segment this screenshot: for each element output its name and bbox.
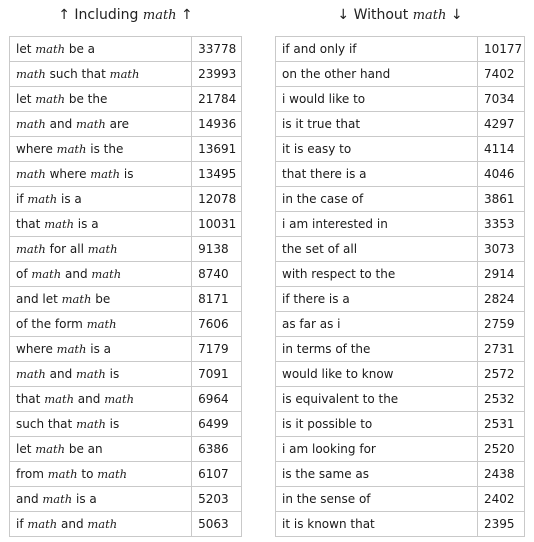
count-cell: 2520 xyxy=(478,437,525,462)
table-row xyxy=(276,362,525,387)
phrase-cell: where math is a xyxy=(10,337,192,362)
table-row xyxy=(276,87,525,112)
table-row xyxy=(10,137,242,162)
count-cell: 3073 xyxy=(478,237,525,262)
count-cell: 8740 xyxy=(192,262,242,287)
heading-label: Without xyxy=(353,7,409,23)
count-cell: 33778 xyxy=(192,37,242,62)
phrase-cell: if there is a xyxy=(276,287,478,312)
phrase-cell: if and only if xyxy=(276,37,478,62)
count-cell: 4297 xyxy=(478,112,525,137)
phrase-cell: i am looking for xyxy=(276,437,478,462)
count-cell: 7606 xyxy=(192,312,242,337)
count-cell: 12078 xyxy=(192,187,242,212)
count-cell: 2395 xyxy=(478,512,525,537)
phrase-cell: i am interested in xyxy=(276,212,478,237)
table-row xyxy=(276,287,525,312)
table-row xyxy=(276,437,525,462)
arrow-up-icon: ↑ xyxy=(58,7,70,23)
table-row xyxy=(10,37,242,62)
count-cell: 7179 xyxy=(192,337,242,362)
phrase-cell: math and math are xyxy=(10,112,192,137)
table-row xyxy=(10,412,242,437)
count-cell: 6499 xyxy=(192,412,242,437)
arrow-down-icon: ↓ xyxy=(337,7,350,23)
table-row xyxy=(10,162,242,187)
table-row xyxy=(276,487,525,512)
count-cell: 8171 xyxy=(192,287,242,312)
count-cell: 7034 xyxy=(478,87,525,112)
including-math-column xyxy=(9,0,242,531)
phrase-cell: of the form math xyxy=(10,312,192,337)
phrase-cell: and math is a xyxy=(10,487,192,512)
heading-label: Including xyxy=(74,7,139,23)
phrase-cell: is equivalent to the xyxy=(276,387,478,412)
table-row xyxy=(10,462,242,487)
count-cell: 7091 xyxy=(192,362,242,387)
count-cell: 21784 xyxy=(192,87,242,112)
phrase-cell: i would like to xyxy=(276,87,478,112)
count-cell: 2438 xyxy=(478,462,525,487)
count-cell: 5203 xyxy=(192,487,242,512)
phrase-cell: math where math is xyxy=(10,162,192,187)
phrase-cell: is the same as xyxy=(276,462,478,487)
heading-math-token: math xyxy=(142,8,177,23)
table-row xyxy=(276,237,525,262)
table-row xyxy=(10,187,242,212)
count-cell: 14936 xyxy=(192,112,242,137)
phrase-cell: on the other hand xyxy=(276,62,478,87)
table-row xyxy=(10,287,242,312)
including-math-heading xyxy=(9,0,242,30)
count-cell: 3861 xyxy=(478,187,525,212)
table-row xyxy=(10,212,242,237)
table-row xyxy=(276,212,525,237)
phrase-cell: the set of all xyxy=(276,237,478,262)
table-row xyxy=(276,412,525,437)
phrase-cell: let math be an xyxy=(10,437,192,462)
count-cell: 5063 xyxy=(192,512,242,537)
phrase-cell: is it possible to xyxy=(276,412,478,437)
arrow-up-icon: ↑ xyxy=(181,7,193,23)
phrase-cell: and let math be xyxy=(10,287,192,312)
phrase-cell: that math and math xyxy=(10,387,192,412)
count-cell: 6107 xyxy=(192,462,242,487)
count-cell: 13691 xyxy=(192,137,242,162)
phrase-cell: as far as i xyxy=(276,312,478,337)
table-row xyxy=(276,162,525,187)
heading-math-token: math xyxy=(412,8,447,23)
phrase-cell: of math and math xyxy=(10,262,192,287)
phrase-cell: let math be the xyxy=(10,87,192,112)
phrase-cell: it is easy to xyxy=(276,137,478,162)
table-row xyxy=(276,462,525,487)
table-row xyxy=(10,312,242,337)
table-row xyxy=(276,337,525,362)
table-row xyxy=(10,362,242,387)
table-row xyxy=(276,512,525,537)
without-math-column xyxy=(275,0,525,531)
count-cell: 2759 xyxy=(478,312,525,337)
phrase-cell: in terms of the xyxy=(276,337,478,362)
count-cell: 4046 xyxy=(478,162,525,187)
phrase-cell: would like to know xyxy=(276,362,478,387)
count-cell: 2914 xyxy=(478,262,525,287)
phrase-cell: that math is a xyxy=(10,212,192,237)
table-row xyxy=(276,37,525,62)
table-row xyxy=(276,262,525,287)
arrow-down-icon: ↓ xyxy=(450,7,463,23)
count-cell: 3353 xyxy=(478,212,525,237)
table-row xyxy=(10,387,242,412)
phrase-cell: math for all math xyxy=(10,237,192,262)
table-row xyxy=(10,337,242,362)
count-cell: 9138 xyxy=(192,237,242,262)
table-row xyxy=(276,62,525,87)
phrase-cell: from math to math xyxy=(10,462,192,487)
table-row xyxy=(276,387,525,412)
table-row xyxy=(10,237,242,262)
table-row xyxy=(10,87,242,112)
table-row xyxy=(10,512,242,537)
table-row xyxy=(10,487,242,512)
phrase-cell: where math is the xyxy=(10,137,192,162)
phrase-cell: in the case of xyxy=(276,187,478,212)
count-cell: 6964 xyxy=(192,387,242,412)
count-cell: 13495 xyxy=(192,162,242,187)
count-cell: 10177 xyxy=(478,37,525,62)
phrase-cell: with respect to the xyxy=(276,262,478,287)
count-cell: 2532 xyxy=(478,387,525,412)
phrase-cell: if math is a xyxy=(10,187,192,212)
without-math-table xyxy=(275,36,525,537)
including-math-table xyxy=(9,36,242,537)
without-math-heading xyxy=(275,0,525,30)
table-row xyxy=(276,312,525,337)
count-cell: 2531 xyxy=(478,412,525,437)
table-row xyxy=(10,62,242,87)
phrase-cell: that there is a xyxy=(276,162,478,187)
count-cell: 10031 xyxy=(192,212,242,237)
count-cell: 2824 xyxy=(478,287,525,312)
table-row xyxy=(10,262,242,287)
table-row xyxy=(10,112,242,137)
count-cell: 2731 xyxy=(478,337,525,362)
count-cell: 4114 xyxy=(478,137,525,162)
phrase-cell: let math be a xyxy=(10,37,192,62)
phrase-cell: math and math is xyxy=(10,362,192,387)
count-cell: 7402 xyxy=(478,62,525,87)
table-row xyxy=(10,437,242,462)
phrase-cell: is it true that xyxy=(276,112,478,137)
phrase-cell: if math and math xyxy=(10,512,192,537)
table-row xyxy=(276,137,525,162)
count-cell: 6386 xyxy=(192,437,242,462)
phrase-cell: in the sense of xyxy=(276,487,478,512)
phrase-cell: math such that math xyxy=(10,62,192,87)
phrase-cell: it is known that xyxy=(276,512,478,537)
phrase-cell: such that math is xyxy=(10,412,192,437)
count-cell: 2402 xyxy=(478,487,525,512)
table-row xyxy=(276,187,525,212)
count-cell: 2572 xyxy=(478,362,525,387)
count-cell: 23993 xyxy=(192,62,242,87)
table-row xyxy=(276,112,525,137)
